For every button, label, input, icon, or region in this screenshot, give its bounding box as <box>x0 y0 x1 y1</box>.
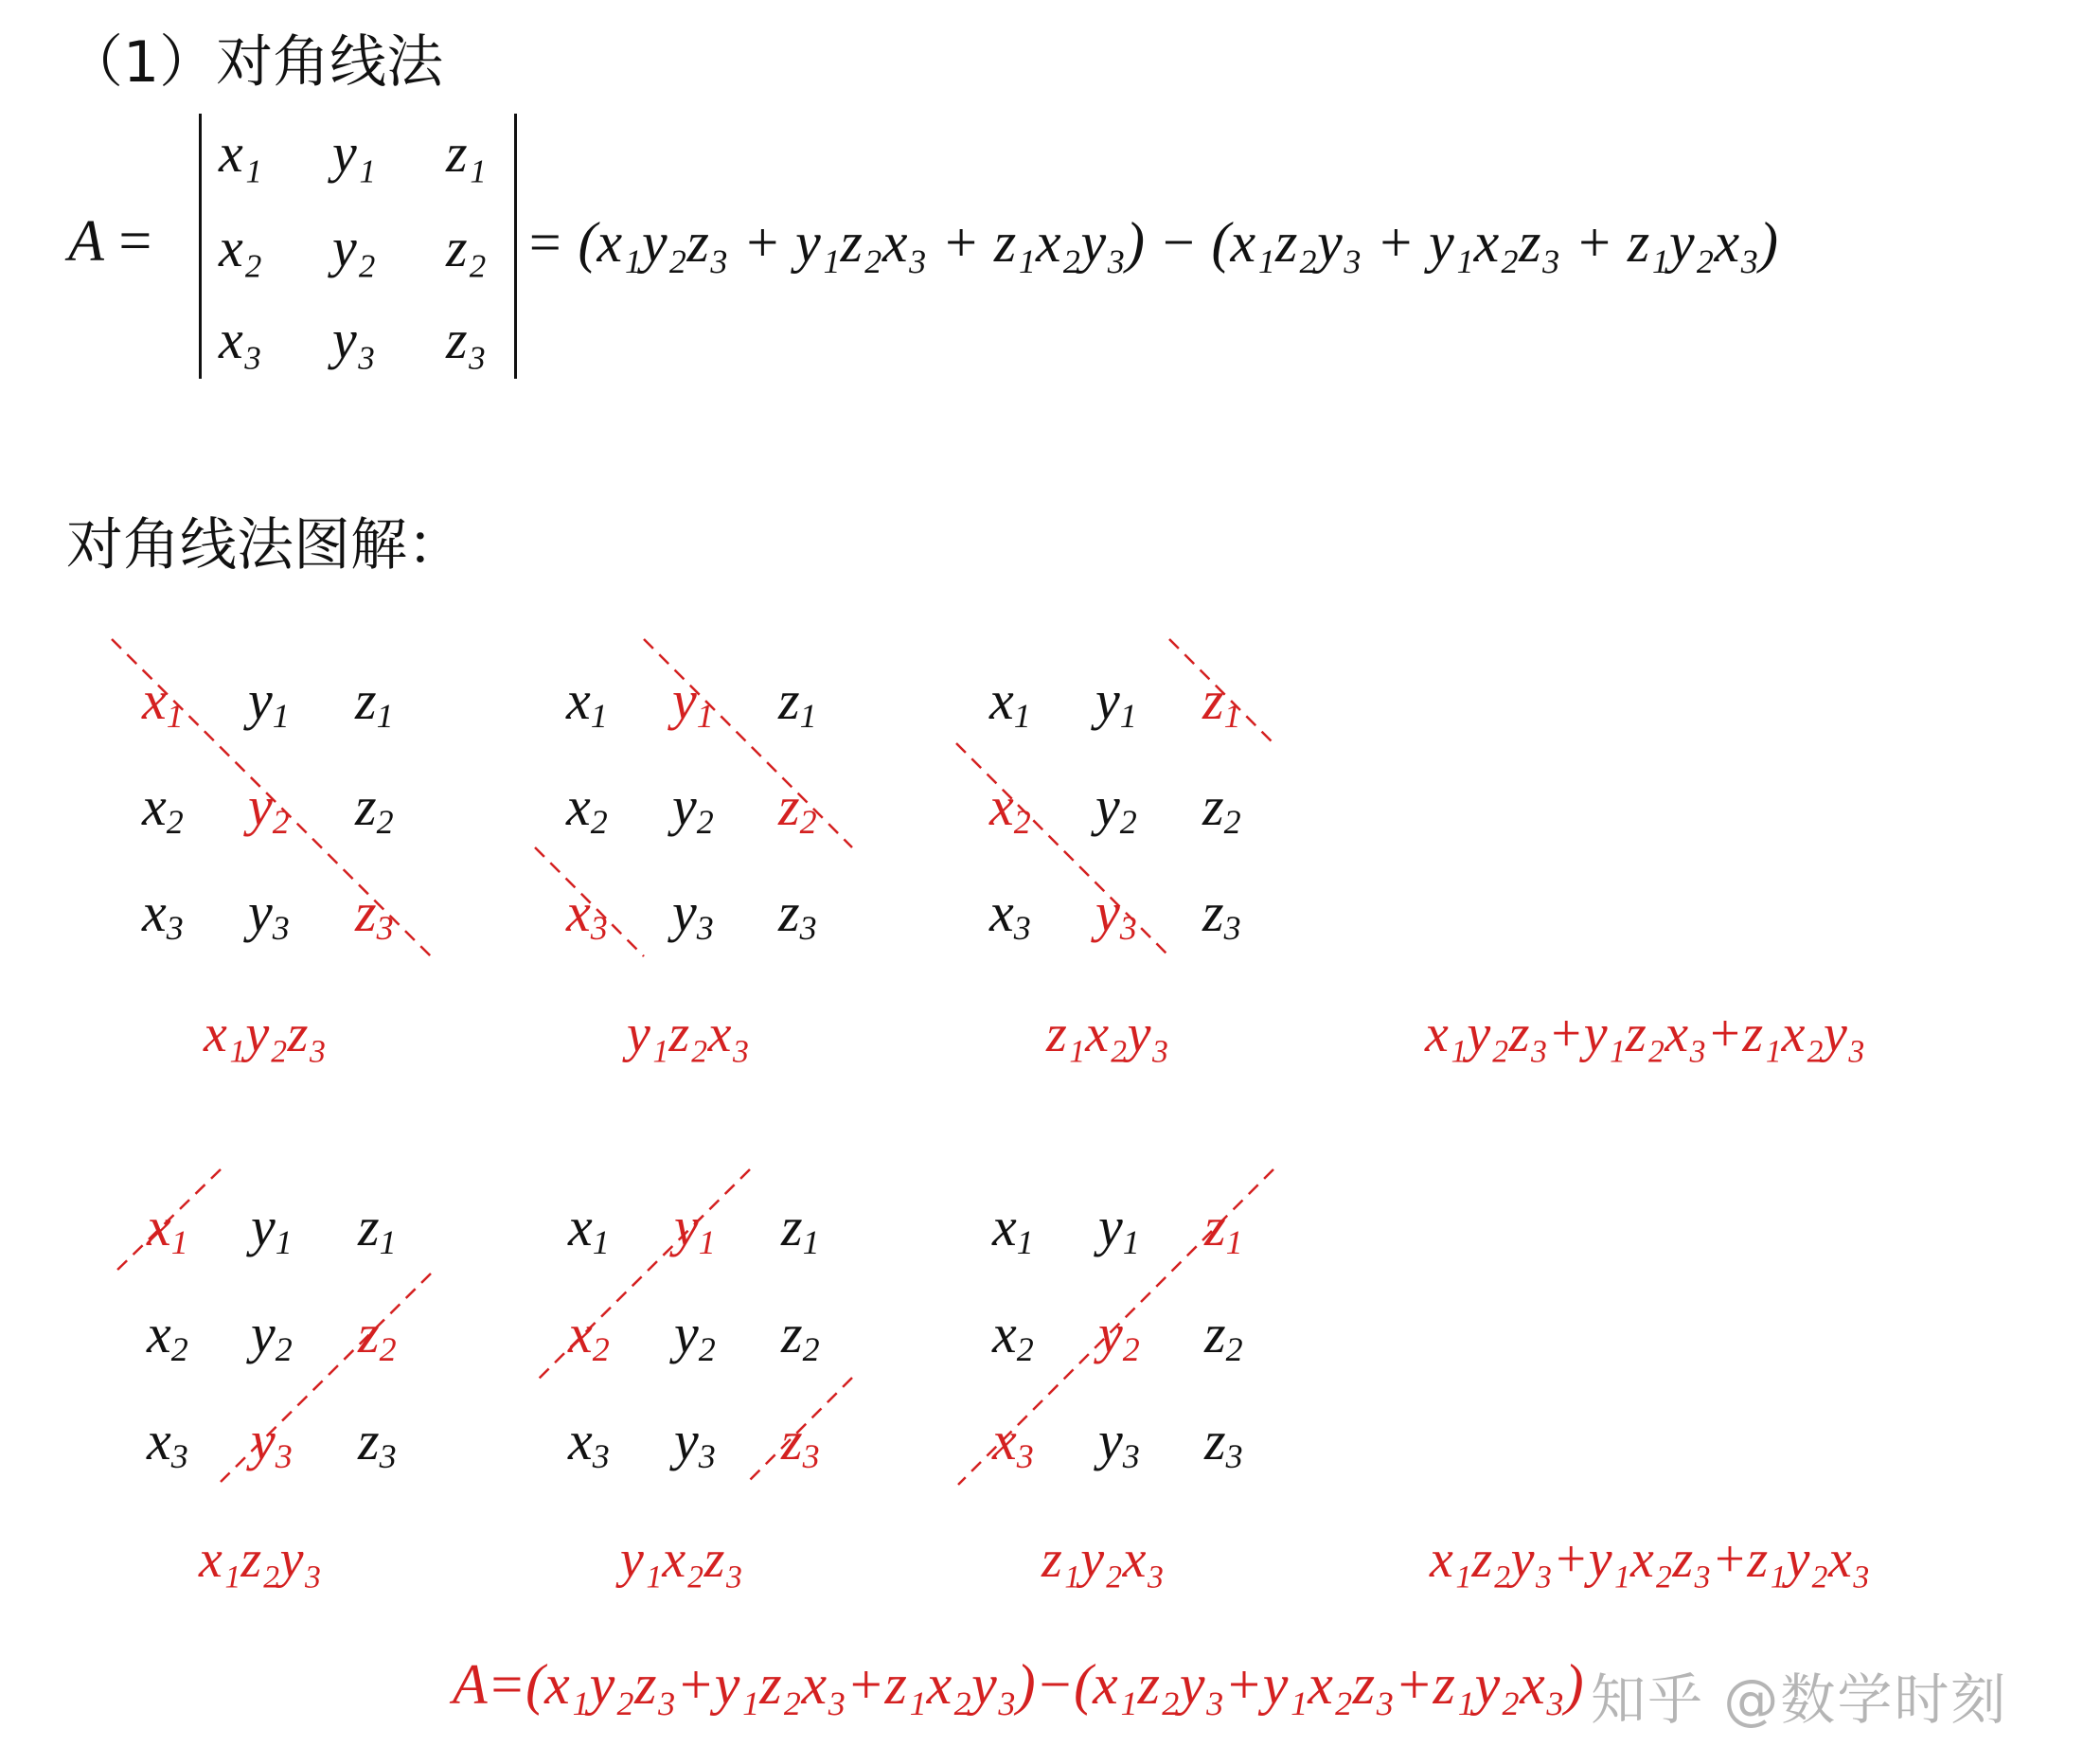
grid-cell: $y_3$ <box>248 882 290 947</box>
matrix-cell: z₁ <box>446 122 487 184</box>
diagram-1-product: x₁y₂z₃ <box>204 1005 327 1063</box>
final-formula: A=(x₁y₂z₃+y₁z₂x₃+z₁x₂y₃)−(x₁z₂y₃+y₁x₂z₃+z₁y₂x₃) <box>453 1653 1584 1716</box>
formula-lhs-symbol: A <box>68 209 104 274</box>
grid-cell: $x_3$ <box>992 1410 1034 1475</box>
grid-cell: $z_1$ <box>778 669 817 735</box>
grid-cell: $y_1$ <box>674 1196 716 1261</box>
determinant-matrix <box>199 114 517 379</box>
diagram-4-product: x₁z₂y₃ <box>199 1530 322 1589</box>
grid-cell: $z_1$ <box>781 1196 820 1261</box>
grid-cell: $z_3$ <box>358 1410 397 1475</box>
grid-cell: $y_3$ <box>251 1410 293 1475</box>
grid-cell: $x_1$ <box>992 1196 1034 1261</box>
grid-cell: $x_2$ <box>568 1303 610 1368</box>
grid-cell: $z_2$ <box>778 775 817 841</box>
grid-cell: $z_3$ <box>778 882 817 947</box>
diagram-5-product: y₁x₂z₃ <box>620 1530 743 1589</box>
grid-cell: $z_2$ <box>1202 775 1241 841</box>
grid-cell: $z_1$ <box>1202 669 1241 735</box>
formula-lhs: A = <box>68 209 152 274</box>
grid-cell: $x_3$ <box>142 882 184 947</box>
grid-cell: $x_1$ <box>142 669 184 735</box>
grid-cell: $z_3$ <box>355 882 394 947</box>
grid-cell: $y_1$ <box>672 669 714 735</box>
grid-cell: $y_2$ <box>248 775 290 841</box>
grid-cell: $x_3$ <box>989 882 1031 947</box>
grid-cell: $y_3$ <box>1098 1410 1140 1475</box>
grid-cell: $x_3$ <box>566 882 608 947</box>
grid-cell: $y_2$ <box>674 1303 716 1368</box>
matrix-cell: x₁ <box>219 122 262 184</box>
grid-cell: $z_1$ <box>355 669 394 735</box>
grid-cell: $x_1$ <box>989 669 1031 735</box>
grid-cell: $y_1$ <box>1098 1196 1140 1261</box>
diagram-3-product: z₁x₂y₃ <box>1046 1005 1169 1063</box>
diagram-2-product: y₁z₂x₃ <box>627 1005 750 1063</box>
grid-cell: $x_1$ <box>568 1196 610 1261</box>
grid-cell: $z_2$ <box>358 1303 397 1368</box>
grid-cell: $x_2$ <box>989 775 1031 841</box>
grid-cell: $y_2$ <box>251 1303 293 1368</box>
grid-cell: $x_1$ <box>147 1196 188 1261</box>
negative-sum: x₁z₂y₃+y₁x₂z₃+z₁y₂x₃ <box>1430 1530 1871 1589</box>
grid-cell: $x_3$ <box>147 1410 188 1475</box>
grid-cell: $y_3$ <box>1095 882 1137 947</box>
grid-cell: $z_3$ <box>1204 1410 1243 1475</box>
grid-cell: $z_1$ <box>1204 1196 1243 1261</box>
grid-cell: $z_2$ <box>355 775 394 841</box>
matrix-cell: z₃ <box>446 309 487 370</box>
diagram-6-product: z₁y₂x₃ <box>1042 1530 1165 1589</box>
matrix-cell: x₂ <box>219 217 262 278</box>
section-title: （1）对角线法 <box>66 29 444 96</box>
grid-cell: $y_2$ <box>1095 775 1137 841</box>
grid-cell: $y_2$ <box>1098 1303 1140 1368</box>
grid-cell: $y_1$ <box>1095 669 1137 735</box>
formula-rhs: = (x₁y₂z₃ + y₁z₂x₃ + z₁x₂y₃) − (x₁z₂y₃ + y₁x₂z₃ + z₁y₂x₃) <box>525 211 1778 274</box>
grid-cell: $x_2$ <box>992 1303 1034 1368</box>
grid-cell: $x_3$ <box>568 1410 610 1475</box>
positive-sum: x₁y₂z₃+y₁z₂x₃+z₁x₂y₃ <box>1425 1005 1866 1063</box>
grid-cell: $x_2$ <box>142 775 184 841</box>
grid-cell: $y_3$ <box>674 1410 716 1475</box>
grid-cell: $x_2$ <box>147 1303 188 1368</box>
grid-cell: $x_1$ <box>566 669 608 735</box>
grid-cell: $y_1$ <box>248 669 290 735</box>
grid-cell: $z_2$ <box>1204 1303 1243 1368</box>
matrix-cell: y₁ <box>332 122 376 184</box>
grid-cell: $y_3$ <box>672 882 714 947</box>
grid-cell: $y_1$ <box>251 1196 293 1261</box>
grid-cell: $z_3$ <box>1202 882 1241 947</box>
matrix-cell: x₃ <box>219 309 262 370</box>
grid-cell: $z_2$ <box>781 1303 820 1368</box>
grid-cell: $y_2$ <box>672 775 714 841</box>
diagonal-line <box>956 743 1169 956</box>
grid-cell: $z_3$ <box>781 1410 820 1475</box>
grid-cell: $x_2$ <box>566 775 608 841</box>
watermark: 知乎 @数学时刻 <box>1591 1667 2008 1732</box>
matrix-cell: y₂ <box>332 217 376 278</box>
diagram-title: 对角线法图解： <box>66 512 464 579</box>
matrix-cell: y₃ <box>332 309 376 370</box>
grid-cell: $z_1$ <box>358 1196 397 1261</box>
matrix-cell: z₂ <box>446 217 487 278</box>
